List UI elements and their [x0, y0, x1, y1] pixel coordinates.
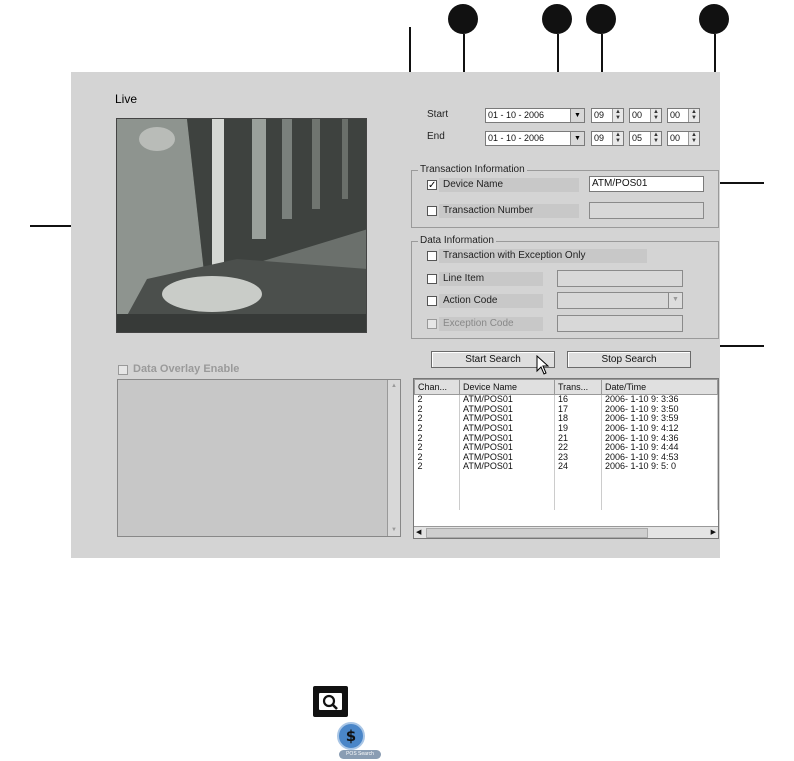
start-search-button[interactable]: Start Search	[431, 351, 555, 368]
table-cell: 17	[555, 405, 602, 415]
line-item-input[interactable]	[557, 270, 683, 287]
chevron-down-icon[interactable]: ▼	[570, 132, 584, 145]
live-video	[116, 118, 367, 333]
callout-marker-2	[542, 4, 572, 34]
action-code-label: Action Code	[443, 295, 498, 306]
transaction-number-label: Transaction Number	[443, 205, 534, 216]
table-cell	[555, 481, 602, 491]
table-cell: ATM/POS01	[460, 443, 555, 453]
start-minute-spinner[interactable]	[629, 108, 662, 123]
table-row[interactable]	[415, 462, 718, 472]
table-cell: 2	[415, 462, 460, 472]
device-name-label: Device Name	[443, 179, 504, 190]
table-cell: 2	[415, 424, 460, 434]
end-hour-value: 09	[594, 133, 605, 143]
results-grid	[414, 379, 718, 510]
results-body	[415, 395, 718, 511]
spin-arrows-icon[interactable]: ▲ ▼	[688, 109, 699, 122]
dollar-icon: $	[337, 722, 365, 750]
transaction-number-input[interactable]	[589, 202, 704, 219]
table-cell: 2	[415, 433, 460, 443]
table-cell: ATM/POS01	[460, 424, 555, 434]
table-cell: ATM/POS01	[460, 433, 555, 443]
table-cell: 2	[415, 395, 460, 405]
table-cell: ATM/POS01	[460, 462, 555, 472]
end-date-picker[interactable]	[485, 131, 585, 146]
table-cell	[415, 501, 460, 511]
spin-arrows-icon[interactable]: ▲ ▼	[612, 109, 623, 122]
table-cell: 2	[415, 453, 460, 463]
line-item-checkbox[interactable]	[427, 274, 437, 284]
table-cell: ATM/POS01	[460, 453, 555, 463]
end-minute-spinner[interactable]	[629, 131, 662, 146]
search-icon	[313, 686, 348, 717]
column-header-transaction[interactable]: Trans...	[555, 380, 602, 395]
device-name-input[interactable]: ATM/POS01	[589, 176, 704, 192]
table-cell: ATM/POS01	[460, 414, 555, 424]
table-cell: 2006- 1-10 9: 4:53	[602, 453, 718, 463]
scroll-thumb[interactable]	[426, 528, 648, 538]
end-minute-value: 05	[632, 133, 643, 143]
column-header-date-time[interactable]: Date/Time	[602, 380, 718, 395]
data-overlay-text-area[interactable]	[117, 379, 401, 537]
table-cell	[460, 501, 555, 511]
line-item-label: Line Item	[443, 273, 485, 284]
table-cell: ATM/POS01	[460, 395, 555, 405]
exception-only-checkbox[interactable]	[427, 251, 437, 261]
table-row[interactable]	[415, 491, 718, 501]
table-row[interactable]	[415, 472, 718, 482]
chevron-down-icon[interactable]: ▼	[668, 293, 682, 308]
table-cell: 16	[555, 395, 602, 405]
table-cell	[602, 501, 718, 511]
table-cell: 24	[555, 462, 602, 472]
scroll-down-icon[interactable]: ▼	[391, 527, 397, 533]
table-cell: 2	[415, 405, 460, 415]
scroll-left-icon[interactable]: ◀	[416, 529, 422, 536]
transaction-info-title: Transaction Information	[420, 164, 525, 175]
table-cell: 2006- 1-10 9: 4:12	[602, 424, 718, 434]
table-cell	[460, 491, 555, 501]
stop-search-button[interactable]: Stop Search	[567, 351, 691, 368]
pos-search-button-icon	[331, 722, 381, 758]
start-minute-value: 00	[632, 110, 643, 120]
table-cell: 2	[415, 443, 460, 453]
exception-code-input[interactable]	[557, 315, 683, 332]
table-cell	[555, 501, 602, 511]
start-second-spinner[interactable]	[667, 108, 700, 123]
table-cell	[415, 481, 460, 491]
table-cell: ATM/POS01	[460, 405, 555, 415]
column-header-device-name[interactable]: Device Name	[460, 380, 555, 395]
table-cell: 2	[415, 414, 460, 424]
vertical-scrollbar[interactable]	[387, 380, 400, 536]
table-row[interactable]	[415, 481, 718, 491]
action-code-checkbox[interactable]	[427, 296, 437, 306]
start-date-picker[interactable]	[485, 108, 585, 123]
data-info-title: Data Information	[420, 235, 494, 246]
table-cell	[602, 472, 718, 482]
chevron-down-icon[interactable]: ▼	[570, 109, 584, 122]
pos-search-caption: POS Search	[339, 750, 381, 759]
table-cell	[555, 472, 602, 482]
table-cell	[460, 472, 555, 482]
table-header-row	[415, 380, 718, 395]
table-cell	[460, 481, 555, 491]
end-date-value: 01 - 10 - 2006	[488, 133, 545, 143]
callout-marker-4	[699, 4, 729, 34]
camera-view-image	[117, 119, 367, 333]
live-label: Live	[115, 92, 138, 106]
pos-search-panel	[71, 72, 720, 558]
table-row[interactable]	[415, 501, 718, 511]
transaction-number-checkbox[interactable]	[427, 206, 437, 216]
table-cell: 19	[555, 424, 602, 434]
table-cell: 2006- 1-10 9: 4:44	[602, 443, 718, 453]
start-second-value: 00	[670, 110, 681, 120]
end-second-value: 00	[670, 133, 681, 143]
table-cell	[415, 472, 460, 482]
table-cell	[555, 491, 602, 501]
end-label: End	[427, 131, 445, 142]
table-cell: 2006- 1-10 9: 3:59	[602, 414, 718, 424]
table-cell: 22	[555, 443, 602, 453]
magnifier-glyph	[313, 686, 348, 717]
exception-only-label: Transaction with Exception Only	[443, 250, 586, 261]
callout-marker-1	[448, 4, 478, 34]
exception-code-label: Exception Code	[443, 318, 514, 329]
start-date-value: 01 - 10 - 2006	[488, 110, 545, 120]
callout-marker-3	[586, 4, 616, 34]
scroll-up-icon[interactable]: ▲	[391, 383, 397, 389]
results-table	[413, 378, 719, 539]
table-cell: 23	[555, 453, 602, 463]
table-cell: 2006- 1-10 9: 5: 0	[602, 462, 718, 472]
spin-arrows-icon[interactable]: ▲ ▼	[650, 109, 661, 122]
device-name-checkbox[interactable]: ✓	[428, 180, 437, 191]
mouse-cursor-icon	[536, 355, 550, 375]
horizontal-scrollbar[interactable]	[414, 526, 718, 538]
spin-arrows-icon[interactable]: ▲ ▼	[650, 132, 661, 145]
table-cell: 2006- 1-10 9: 4:36	[602, 433, 718, 443]
data-overlay-label: Data Overlay Enable	[133, 363, 240, 375]
start-hour-spinner[interactable]	[591, 108, 624, 123]
end-hour-spinner[interactable]	[591, 131, 624, 146]
table-cell: 2006- 1-10 9: 3:50	[602, 405, 718, 415]
table-cell: 21	[555, 433, 602, 443]
table-cell: 2006- 1-10 9: 3:36	[602, 395, 718, 405]
spin-arrows-icon[interactable]: ▲ ▼	[688, 132, 699, 145]
exception-code-checkbox[interactable]	[427, 319, 437, 329]
start-label: Start	[427, 109, 449, 120]
table-row[interactable]	[415, 424, 718, 434]
table-cell	[602, 481, 718, 491]
data-overlay-checkbox[interactable]	[118, 365, 128, 375]
table-cell	[415, 491, 460, 501]
scroll-right-icon[interactable]: ▶	[710, 529, 716, 536]
table-cell	[602, 491, 718, 501]
spin-arrows-icon[interactable]: ▲ ▼	[612, 132, 623, 145]
start-hour-value: 09	[594, 110, 605, 120]
column-header-channel[interactable]: Chan...	[415, 380, 460, 395]
table-cell: 18	[555, 414, 602, 424]
action-code-select[interactable]	[557, 292, 683, 309]
end-second-spinner[interactable]	[667, 131, 700, 146]
